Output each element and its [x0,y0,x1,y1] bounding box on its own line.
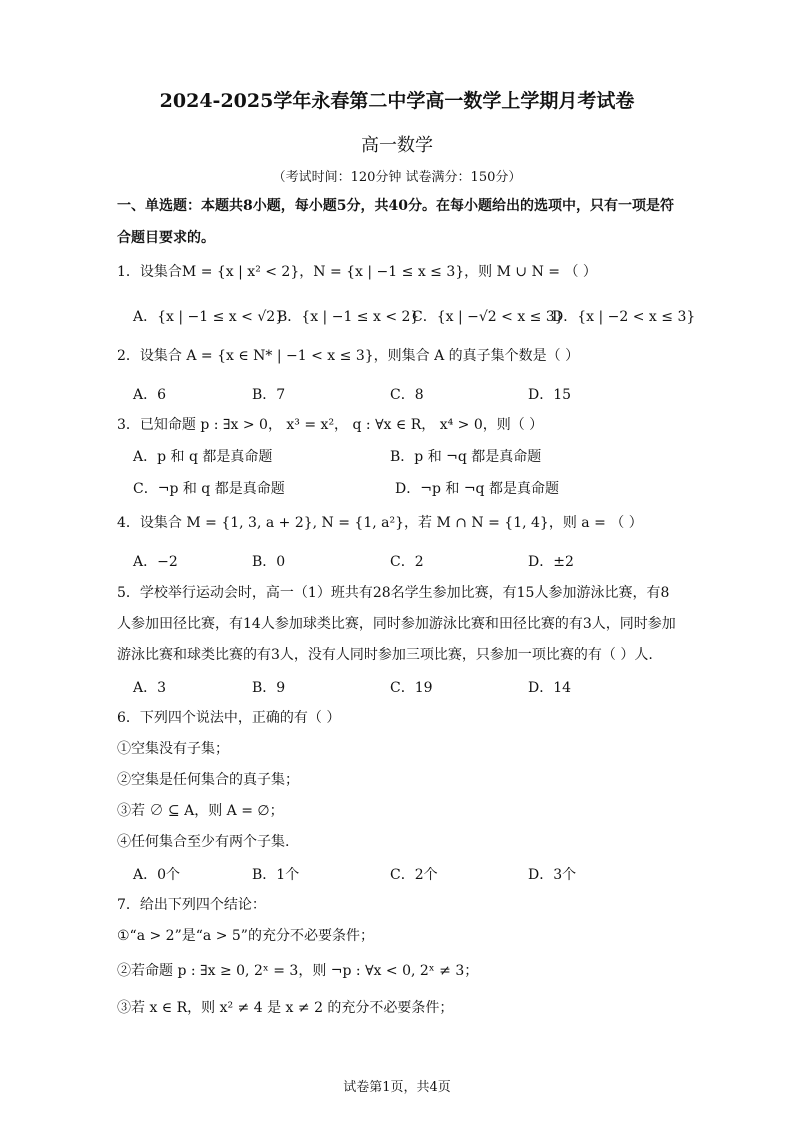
q1-option-b: B．{x | −1 ≤ x < 2} [277,309,420,325]
q2-option-c: C．8 [390,387,424,403]
q5-line2: 人参加田径比赛，有14人参加球类比赛，同时参加游泳比赛和田径比赛的有3人，同时参加 [117,616,676,632]
q6-option-d: D．3个 [528,867,577,883]
q5-option-b: B．9 [252,680,286,696]
q4-stem: 4．设集合 M = {1, 3, a + 2}, N = {1, a²}，若 M ∩ N = {1, 4}，则 a = （ ） [117,515,643,531]
q6-item-3: ③若 ∅ ⊆ A，则 A = ∅； [117,803,284,819]
section-heading-line1: 一、单选题：本题共8小题，每小题5分，共40分。在每小题给出的选项中，只有一项是符 [117,198,674,214]
q6-option-a: A．0个 [133,867,181,883]
q1-option-c: C．{x | −√2 < x ≤ 3} [412,309,564,325]
q2-stem: 2．设集合 A = {x ∈ N* | −1 < x ≤ 3}，则集合 A 的真子集个数是（ ） [117,348,580,364]
q7-item-2: ②若命题 p : ∃x ≥ 0, 2ˣ = 3，则 ¬p : ∀x < 0, 2ˣ ≠ 3； [117,963,479,979]
q3-option-c: C．¬p 和 q 都是真命题 [133,481,285,497]
q5-option-a: A．3 [133,680,167,696]
q6-item-2: ②空集是任何集合的真子集； [117,772,299,788]
q4-option-d: D．±2 [528,554,574,570]
q5-line3: 游泳比赛和球类比赛的有3人，没有人同时参加三项比赛，只参加一项比赛的有（ ）人. [117,647,653,663]
q7-stem: 7．给出下列四个结论： [117,897,266,913]
q2-option-a: A．6 [133,387,167,403]
q1-option-d: D．{x | −2 < x ≤ 3} [552,309,696,325]
q6-item-4: ④任何集合至少有两个子集. [117,834,290,850]
q3-option-d: D．¬p 和 ¬q 都是真命题 [395,481,559,497]
q1-stem: 1．设集合M = {x | x² < 2}，N = {x | −1 ≤ x ≤ 3}，则 M ∪ N = （ ） [117,264,597,280]
q7-item-3: ③若 x ∈ R，则 x² ≠ 4 是 x ≠ 2 的充分不必要条件； [117,1000,454,1016]
q2-option-d: D．15 [528,387,572,403]
q6-stem: 6．下列四个说法中，正确的有（ ） [117,710,341,726]
q4-option-b: B．0 [252,554,286,570]
q7-item-1: ①“a > 2”是“a > 5”的充分不必要条件； [117,928,374,944]
exam-info: （考试时间：120分钟 试卷满分：150分） [272,170,522,185]
q6-option-b: B．1个 [252,867,300,883]
page-footer: 试卷第1页，共4页 [343,1080,451,1095]
q4-option-a: A．−2 [133,554,178,570]
section-heading-line2: 合题目要求的。 [117,230,215,246]
q5-line1: 5．学校举行运动会时，高一（1）班共有28名学生参加比赛，有15人参加游泳比赛，有8 [117,585,670,601]
exam-title: 2024-2025学年永春第二中学高一数学上学期月考试卷 [159,90,635,112]
q3-option-b: B．p 和 ¬q 都是真命题 [390,449,542,465]
q6-item-1: ①空集没有子集； [117,741,229,757]
q5-option-d: D．14 [528,680,572,696]
q5-option-c: C．19 [390,680,433,696]
q2-option-b: B．7 [252,387,286,403]
q3-option-a: A．p 和 q 都是真命题 [133,449,273,465]
exam-subtitle: 高一数学 [361,135,433,156]
q1-option-a: A．{x | −1 ≤ x < √2} [133,309,285,325]
q3-stem: 3．已知命题 p : ∃x > 0， x³ = x²， q : ∀x ∈ R， x⁴ > 0，则（ ） [117,417,544,433]
q4-option-c: C．2 [390,554,424,570]
q6-option-c: C．2个 [390,867,438,883]
